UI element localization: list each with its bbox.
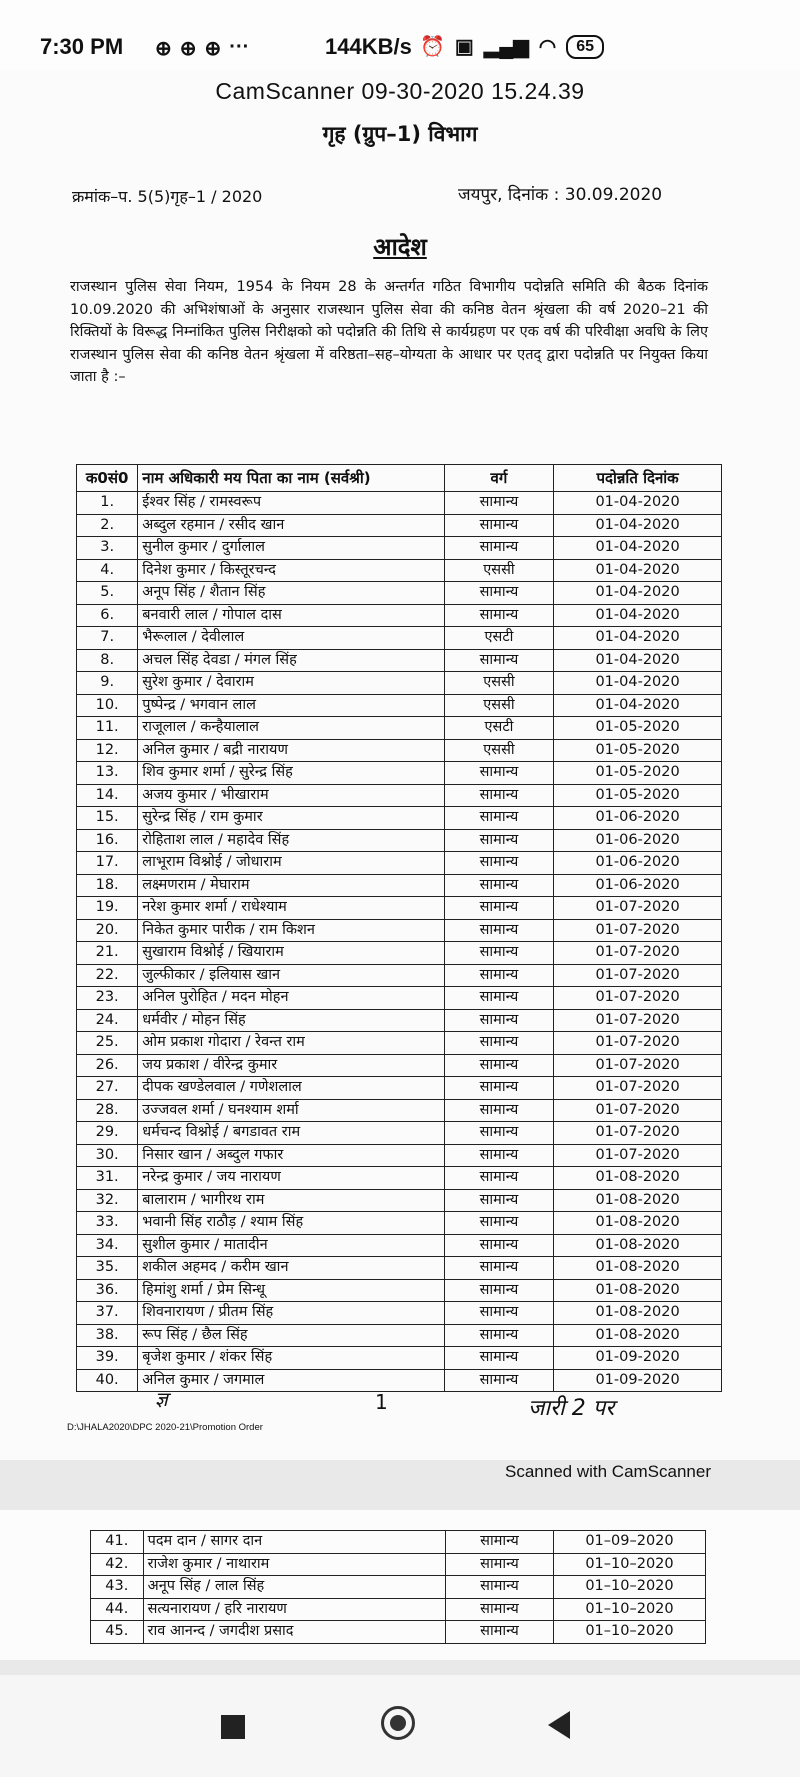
row-serial: 9. (77, 672, 138, 695)
volte-icon: ▣ (454, 36, 474, 58)
row-category: सामान्य (444, 537, 554, 560)
row-name: हिमांशु शर्मा / प्रेम सिन्धू (138, 1279, 444, 1302)
row-serial: 16. (77, 829, 138, 852)
row-serial: 6. (77, 604, 138, 627)
table-body (77, 492, 722, 1392)
row-date: 01-08-2020 (554, 1212, 722, 1235)
row-category: सामान्य (444, 1257, 554, 1280)
row-name: जय प्रकाश / वीरेन्द्र कुमार (138, 1054, 444, 1077)
notification-icon: ⊕ (155, 38, 172, 60)
place-date: जयपुर, दिनांक : 30.09.2020 (458, 185, 663, 205)
status-time: 7:30 PM (40, 34, 124, 59)
row-date: 01-04-2020 (554, 559, 722, 582)
row-serial: 41. (91, 1531, 144, 1554)
table-row (77, 829, 722, 852)
row-serial: 27. (77, 1077, 138, 1100)
table-row (91, 1621, 706, 1644)
table-row (77, 1122, 722, 1145)
table-row (77, 1189, 722, 1212)
alarm-icon: ⏰ (420, 36, 445, 58)
row-serial: 40. (77, 1369, 138, 1392)
row-serial: 8. (77, 649, 138, 672)
row-name: रोहिताश लाल / महादेव सिंह (138, 829, 444, 852)
row-category: सामान्य (444, 1144, 554, 1167)
row-category: सामान्य (444, 919, 554, 942)
row-date: 01-09-2020 (554, 1369, 722, 1392)
row-name: पुष्पेन्द्र / भगवान लाल (138, 694, 444, 717)
order-body: राजस्थान पुलिस सेवा नियम, 1954 के नियम 28 के अन्तर्गत गठित विभागीय पदोन्नति समिति की बैठक दिनांक 10.09.2020 की अभिशंषाओं के अनुसार राजस्थान पुलिस सेवा की कनिष्ठ वेतन श्रृंखला की वर्ष 2020–21 की रिक्तियों के विरूद्ध निम्नांकित पुलिस निरीक्षको को पदोन्नति की तिथि से कार्यग्रहण पर एक वर्ष की परिवीक्षा अवधि के लिए राजस्थान पुलिस सेवा की कनिष्ठ वेतन श्रृंखला में वरिष्ठता–सह–योग्यता के आधार पर एतद् द्वारा पदोन्नति पर नियुक्त किया जाता है :– (70, 279, 708, 385)
table-header-row (77, 465, 722, 492)
row-name: पदम दान / सागर दान (143, 1531, 445, 1554)
row-serial: 23. (77, 987, 138, 1010)
table-row (77, 852, 722, 875)
row-serial: 32. (77, 1189, 138, 1212)
row-category: सामान्य (444, 807, 554, 830)
notification-icons (155, 36, 249, 61)
row-date: 01–10–2020 (553, 1621, 705, 1644)
row-serial: 3. (77, 537, 138, 560)
table-row (77, 784, 722, 807)
row-serial: 24. (77, 1009, 138, 1032)
table-row (77, 582, 722, 605)
row-name: शिव कुमार शर्मा / सुरेन्द्र सिंह (138, 762, 444, 785)
row-date: 01-04-2020 (554, 492, 722, 515)
file-path: D:\JHALA2020\DPC 2020-21\Promotion Order (67, 1422, 263, 1433)
table-row (77, 672, 722, 695)
row-serial: 17. (77, 852, 138, 875)
row-category: सामान्य (444, 649, 554, 672)
row-category: एससी (444, 694, 554, 717)
row-category: सामान्य (444, 852, 554, 875)
row-date: 01–10–2020 (553, 1553, 705, 1576)
row-serial: 30. (77, 1144, 138, 1167)
table-row (77, 559, 722, 582)
row-category: सामान्य (444, 604, 554, 627)
department-title: गृह (ग्रुप–1) विभाग (322, 122, 478, 146)
row-category: सामान्य (446, 1531, 554, 1554)
promotion-table-continued (90, 1530, 706, 1644)
row-date: 01-08-2020 (554, 1257, 722, 1280)
row-name: धर्मचन्द विश्नोई / बगडावत राम (138, 1122, 444, 1145)
table-row (77, 694, 722, 717)
row-date: 01–10–2020 (553, 1576, 705, 1599)
row-name: बनवारी लाल / गोपाल दास (138, 604, 444, 627)
row-name: सत्यनारायण / हरि नारायण (143, 1598, 445, 1621)
promotion-table (76, 464, 722, 1392)
table-row (77, 649, 722, 672)
row-date: 01-06-2020 (554, 874, 722, 897)
navigation-bar (0, 1675, 800, 1777)
row-category: एसटी (444, 627, 554, 650)
row-name: सुनील कुमार / दुर्गालाल (138, 537, 444, 560)
row-category: सामान्य (444, 492, 554, 515)
row-name: लाभूराम विश्नोई / जोधाराम (138, 852, 444, 875)
row-serial: 2. (77, 514, 138, 537)
row-category: सामान्य (444, 1347, 554, 1370)
row-category: सामान्य (444, 987, 554, 1010)
row-category: सामान्य (444, 1167, 554, 1190)
table-row (77, 1077, 722, 1100)
row-date: 01-04-2020 (554, 672, 722, 695)
row-date: 01-04-2020 (554, 604, 722, 627)
row-category: सामान्य (446, 1553, 554, 1576)
table-row (77, 942, 722, 965)
table-row (77, 514, 722, 537)
row-name: सुरेश कुमार / देवाराम (138, 672, 444, 695)
row-date: 01-04-2020 (554, 627, 722, 650)
row-date: 01-06-2020 (554, 807, 722, 830)
row-category: सामान्य (444, 1054, 554, 1077)
row-serial: 14. (77, 784, 138, 807)
row-date: 01-04-2020 (554, 537, 722, 560)
row-category: सामान्य (444, 1302, 554, 1325)
row-category: सामान्य (446, 1598, 554, 1621)
row-name: धर्मवीर / मोहन सिंह (138, 1009, 444, 1032)
page-number: 1 (375, 1390, 388, 1414)
row-category: सामान्य (444, 1189, 554, 1212)
row-serial: 11. (77, 717, 138, 740)
row-name: राजूलाल / कन्हैयालाल (138, 717, 444, 740)
row-category: सामान्य (444, 964, 554, 987)
row-date: 01-08-2020 (554, 1167, 722, 1190)
row-name: सुशील कुमार / मातादीन (138, 1234, 444, 1257)
row-name: भवानी सिंह राठौड़ / श्याम सिंह (138, 1212, 444, 1235)
row-date: 01-07-2020 (554, 919, 722, 942)
row-serial: 36. (77, 1279, 138, 1302)
row-category: सामान्य (444, 514, 554, 537)
row-name: नरेन्द्र कुमार / जय नारायण (138, 1167, 444, 1190)
table-row (77, 739, 722, 762)
table-body (91, 1531, 706, 1644)
row-name: राजेश कुमार / नाथाराम (143, 1553, 445, 1576)
row-date: 01-05-2020 (554, 739, 722, 762)
row-serial: 35. (77, 1257, 138, 1280)
row-serial: 20. (77, 919, 138, 942)
row-date: 01-05-2020 (554, 784, 722, 807)
row-serial: 15. (77, 807, 138, 830)
signature: ज्ञ (155, 1387, 168, 1411)
row-date: 01-06-2020 (554, 829, 722, 852)
row-name: अनिल कुमार / बद्री नारायण (138, 739, 444, 762)
row-name: दीपक खण्डेलवाल / गणेशलाल (138, 1077, 444, 1100)
row-category: सामान्य (444, 784, 554, 807)
row-date: 01–09–2020 (553, 1531, 705, 1554)
camscanner-watermark: Scanned with CamScanner (505, 1462, 712, 1481)
row-name: उज्जवल शर्मा / घनश्याम शर्मा (138, 1099, 444, 1122)
row-serial: 33. (77, 1212, 138, 1235)
row-date: 01-07-2020 (554, 1032, 722, 1055)
row-name: अनिल पुरोहित / मदन मोहन (138, 987, 444, 1010)
row-category: सामान्य (444, 897, 554, 920)
table-row (77, 492, 722, 515)
row-date: 01-05-2020 (554, 717, 722, 740)
header-serial: क0सं0 (77, 465, 138, 492)
row-date: 01-07-2020 (554, 987, 722, 1010)
row-category: सामान्य (444, 762, 554, 785)
row-serial: 21. (77, 942, 138, 965)
row-date: 01-08-2020 (554, 1189, 722, 1212)
table-row (77, 537, 722, 560)
row-serial: 44. (91, 1598, 144, 1621)
table-row (77, 1009, 722, 1032)
row-date: 01-07-2020 (554, 897, 722, 920)
row-category: सामान्य (444, 1212, 554, 1235)
table-row (77, 1144, 722, 1167)
table-row (77, 897, 722, 920)
table-row (77, 1054, 722, 1077)
row-category: सामान्य (444, 874, 554, 897)
row-date: 01-09-2020 (554, 1347, 722, 1370)
status-bar (0, 0, 800, 70)
header-category: वर्ग (444, 465, 554, 492)
row-date: 01-07-2020 (554, 1054, 722, 1077)
reference-number: क्रमांक–प. 5(5)गृह–1 / 2020 (72, 187, 263, 206)
signal-icon: ▂▄▆ (483, 36, 529, 58)
table-row (77, 1302, 722, 1325)
row-serial: 10. (77, 694, 138, 717)
home-button[interactable] (381, 1706, 415, 1740)
continued-note: जारी 2 पर (528, 1396, 615, 1421)
row-serial: 34. (77, 1234, 138, 1257)
row-category: एसटी (444, 717, 554, 740)
table-row (77, 1257, 722, 1280)
row-category: सामान्य (444, 1369, 554, 1392)
row-date: 01-07-2020 (554, 1077, 722, 1100)
row-name: निसार खान / अब्दुल गफार (138, 1144, 444, 1167)
row-date: 01-04-2020 (554, 649, 722, 672)
row-serial: 26. (77, 1054, 138, 1077)
table-row (77, 987, 722, 1010)
table-row (77, 717, 722, 740)
row-category: एससी (444, 672, 554, 695)
row-name: नरेश कुमार शर्मा / राधेश्याम (138, 897, 444, 920)
row-name: अनूप सिंह / शैतान सिंह (138, 582, 444, 605)
table-row (77, 1167, 722, 1190)
row-serial: 43. (91, 1576, 144, 1599)
row-serial: 7. (77, 627, 138, 650)
row-category: सामान्य (446, 1576, 554, 1599)
row-category: सामान्य (444, 582, 554, 605)
row-name: भैरूलाल / देवीलाल (138, 627, 444, 650)
table-row (77, 874, 722, 897)
row-serial: 25. (77, 1032, 138, 1055)
row-serial: 18. (77, 874, 138, 897)
table-row (77, 964, 722, 987)
row-name: अचल सिंह देवडा / मंगल सिंह (138, 649, 444, 672)
back-button[interactable] (548, 1711, 570, 1739)
row-date: 01-07-2020 (554, 1009, 722, 1032)
table-row (77, 807, 722, 830)
row-date: 01-04-2020 (554, 694, 722, 717)
row-category: सामान्य (444, 1009, 554, 1032)
row-category: सामान्य (444, 1099, 554, 1122)
row-date: 01-06-2020 (554, 852, 722, 875)
battery-icon: 65 (566, 35, 604, 59)
row-name: अनूप सिंह / लाल सिंह (143, 1576, 445, 1599)
row-date: 01-07-2020 (554, 1122, 722, 1145)
table-row (77, 627, 722, 650)
notification-icon: ⊕ (204, 38, 222, 60)
row-category: सामान्य (444, 1324, 554, 1347)
scanner-header: CamScanner 09-30-2020 15.24.39 (215, 78, 585, 104)
table-row (77, 1324, 722, 1347)
row-serial: 4. (77, 559, 138, 582)
table-row (77, 1099, 722, 1122)
row-date: 01-08-2020 (554, 1302, 722, 1325)
row-serial: 5. (77, 582, 138, 605)
row-serial: 39. (77, 1347, 138, 1370)
table-row (91, 1598, 706, 1621)
row-category: सामान्य (444, 1032, 554, 1055)
row-date: 01-04-2020 (554, 514, 722, 537)
row-category: सामान्य (446, 1621, 554, 1644)
row-serial: 42. (91, 1553, 144, 1576)
row-category: सामान्य (444, 1122, 554, 1145)
row-date: 01-07-2020 (554, 1144, 722, 1167)
row-name: बालाराम / भागीरथ राम (138, 1189, 444, 1212)
recents-button[interactable] (221, 1715, 245, 1739)
row-name: ईश्वर सिंह / रामस्वरूप (138, 492, 444, 515)
row-date: 01–10–2020 (553, 1598, 705, 1621)
network-speed: 144KB/s (325, 34, 412, 59)
row-serial: 1. (77, 492, 138, 515)
row-serial: 22. (77, 964, 138, 987)
row-name: अब्दुल रहमान / रसीद खान (138, 514, 444, 537)
row-serial: 28. (77, 1099, 138, 1122)
row-category: एससी (444, 739, 554, 762)
row-date: 01-07-2020 (554, 1099, 722, 1122)
table-row (77, 1369, 722, 1392)
header-name: नाम अधिकारी मय पिता का नाम (सर्वश्री) (138, 465, 444, 492)
wifi-icon: ◠ (538, 36, 557, 58)
table-row (77, 919, 722, 942)
row-name: सुखाराम विश्नोई / खियाराम (138, 942, 444, 965)
header-promotion-date: पदोन्नति दिनांक (554, 465, 722, 492)
table-row (91, 1553, 706, 1576)
notification-icon: ⊕ (179, 38, 197, 60)
table-row (91, 1531, 706, 1554)
row-serial: 19. (77, 897, 138, 920)
row-date: 01-08-2020 (554, 1324, 722, 1347)
row-name: अजय कुमार / भीखाराम (138, 784, 444, 807)
row-date: 01-07-2020 (554, 964, 722, 987)
row-name: निकेत कुमार पारीक / राम किशन (138, 919, 444, 942)
row-date: 01-08-2020 (554, 1279, 722, 1302)
row-name: लक्ष्मणराम / मेघाराम (138, 874, 444, 897)
row-category: सामान्य (444, 829, 554, 852)
row-category: सामान्य (444, 1234, 554, 1257)
row-name: जुल्फीकार / इलियास खान (138, 964, 444, 987)
document-page-2 (0, 1510, 800, 1660)
row-name: दिनेश कुमार / किस्तूरचन्द (138, 559, 444, 582)
row-serial: 45. (91, 1621, 144, 1644)
row-name: अनिल कुमार / जगमाल (138, 1369, 444, 1392)
row-date: 01-05-2020 (554, 762, 722, 785)
row-date: 01-04-2020 (554, 582, 722, 605)
row-serial: 37. (77, 1302, 138, 1325)
table-row (77, 1234, 722, 1257)
row-serial: 38. (77, 1324, 138, 1347)
more-icon: ··· (229, 36, 250, 58)
system-icons (420, 34, 604, 59)
row-category: सामान्य (444, 1279, 554, 1302)
row-serial: 29. (77, 1122, 138, 1145)
row-name: बृजेश कुमार / शंकर सिंह (138, 1347, 444, 1370)
table-row (77, 1032, 722, 1055)
row-serial: 13. (77, 762, 138, 785)
row-name: शिवनारायण / प्रीतम सिंह (138, 1302, 444, 1325)
row-name: राव आनन्द / जगदीश प्रसाद (143, 1621, 445, 1644)
table-row (77, 1347, 722, 1370)
row-name: सुरेन्द्र सिंह / राम कुमार (138, 807, 444, 830)
row-category: एससी (444, 559, 554, 582)
row-date: 01-07-2020 (554, 942, 722, 965)
table-row (77, 762, 722, 785)
row-serial: 31. (77, 1167, 138, 1190)
row-name: शकील अहमद / करीम खान (138, 1257, 444, 1280)
table-row (77, 604, 722, 627)
row-name: ओम प्रकाश गोदारा / रेवन्त राम (138, 1032, 444, 1055)
table-row (91, 1576, 706, 1599)
row-serial: 12. (77, 739, 138, 762)
row-category: सामान्य (444, 1077, 554, 1100)
order-title: आदेश (373, 233, 427, 261)
row-name: रूप सिंह / छैल सिंह (138, 1324, 444, 1347)
table-row (77, 1279, 722, 1302)
row-category: सामान्य (444, 942, 554, 965)
table-row (77, 1212, 722, 1235)
document-page-1 (0, 70, 800, 1460)
row-date: 01-08-2020 (554, 1234, 722, 1257)
